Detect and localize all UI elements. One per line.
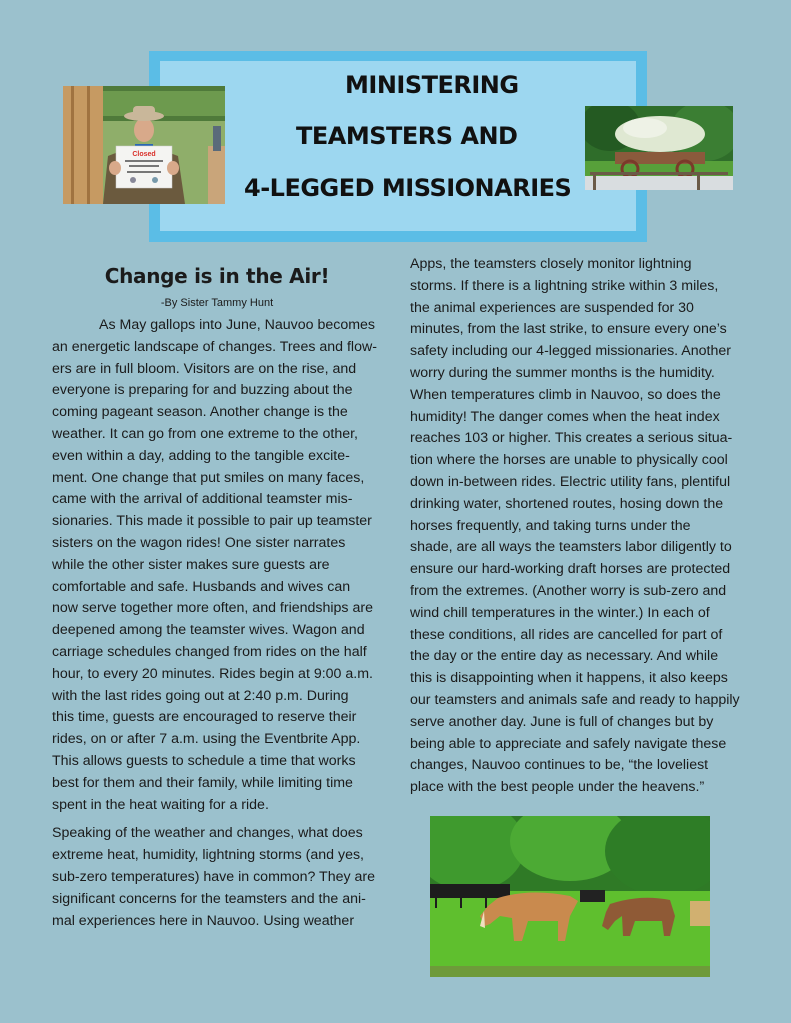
text-line: extreme heat, humidity, lightning storms (and yes, [52,847,364,864]
text-line: these conditions, all rides are cancelled for part of [410,626,723,643]
text-line: sisters on the wagon rides! One sister narrates [52,534,346,551]
text-line: our teamsters and animals safe and ready to happily [410,691,740,708]
text-line: significant concerns for the teamsters and the ani- [52,890,366,907]
text-line: weather. It can go from one extreme to the other, [52,425,358,442]
article-paragraph-1 [52,315,382,816]
text-line: ensure our hard-working draft horses are protected [410,561,731,578]
text-line: tion where the horses are unable to physically cool [410,452,728,469]
text-line: safety including our 4-legged missionaries. Another [410,343,731,360]
article-title: Change is in the Air! [104,264,330,288]
text-line: Speaking of the weather and changes, what does [52,825,363,842]
text-line: while the other sister makes sure guests are [52,556,330,573]
text-line: changes, Nauvoo continues to be, “the loveliest [410,757,709,774]
text-line: the animal experiences are suspended for 30 [410,299,694,316]
text-line: ment. One change that put smiles on many faces, [52,469,365,486]
banner-title-line-2: TEAMSTERS AND [296,122,518,150]
wagon-photo [585,106,733,190]
text-line: place with the best people under the heavens.” [410,779,705,796]
text-line: reaches 103 or higher. This creates a serious situa- [410,430,733,447]
text-line: comfortable and safe. Husbands and wives can [52,578,351,595]
text-line: best for them and their family, while limiting time [52,774,353,791]
article-paragraph-2 [52,823,382,932]
banner-title-line-1: MINISTERING [345,71,519,99]
text-line: wind chill temperatures in the winter.) In each of [410,604,710,621]
sign-closed-text: Closed [132,151,156,158]
text-line: came with the arrival of additional teamster mis- [52,491,353,508]
text-line: even within a day, adding to the tangible excite- [52,447,350,464]
article-byline: -By Sister Tammy Hunt [160,297,274,309]
article-right-column [410,254,745,799]
text-line: minutes, from the last strike, to ensure every one’s [410,321,727,338]
wagon-photo-illustration [585,106,733,190]
article-left-column [52,262,382,932]
text-line: being able to appreciate and safely navigate these [410,735,727,752]
text-line: rides, on or after 7 a.m. using the Eventbrite App. [52,731,361,748]
banner-title-line-3: 4-LEGGED MISSIONARIES [244,174,572,202]
text-line: an energetic landscape of changes. Trees and flow- [52,338,377,355]
text-line: sionaries. This made it possible to pair up teamster [52,513,372,530]
text-line: This allows guests to schedule a time that works [52,752,356,769]
text-line: humidity! The danger comes when the heat index [410,408,720,425]
text-line: now serve together more often, and friendships are [52,600,373,617]
text-line: everyone is preparing for and buzzing about the [52,382,353,399]
article-paragraph-2-continued [410,254,745,799]
text-line: hour, to every 20 minutes. Rides begin at 9:00 a.m. [52,665,373,682]
text-line: deepened among the teamster wives. Wagon and [52,622,365,639]
text-line: horses frequently, and taking turns under the [410,517,691,534]
text-line: storms. If there is a lightning strike within 3 miles, [410,277,719,294]
text-line: from the extremes. (Another worry is sub-zero and [410,582,727,599]
text-line: drinking water, shortened routes, hosing down the [410,495,724,512]
horses-photo [430,816,710,977]
text-line: with the last rides going out at 2:40 p.m. During [52,687,349,704]
text-line: this is disappointing when it happens, it also keeps [410,670,728,687]
text-line: sub-zero temperatures) have in common? They are [52,868,376,885]
text-line: As May gallops into June, Nauvoo becomes [99,317,376,333]
banner-title [160,61,636,231]
text-line: mal experiences here in Nauvoo. Using weather [52,912,355,929]
text-line: this time, guests are encouraged to reserve their [52,709,357,726]
text-line: down in-between rides. Electric utility fans, plentiful [410,473,731,490]
teamster-photo-illustration [63,86,225,204]
text-line: Apps, the teamsters closely monitor lightning [410,256,692,272]
text-line: When temperatures climb in Nauvoo, so does the [410,386,721,403]
text-line: serve another day. June is full of changes but by [410,713,714,730]
text-line: shade, are all ways the teamsters labor diligently to [410,539,732,556]
text-line: the day or the entire day as necessary. And while [410,648,719,665]
text-line: carriage schedules changed from rides on the half [52,643,367,660]
text-line: coming pageant season. Another change is the [52,404,348,421]
text-line: worry during the summer months is the humidity. [410,364,715,381]
text-line: spent in the heat waiting for a ride. [52,796,269,813]
text-line: ers are in full bloom. Visitors are on the rise, and [52,360,357,377]
teamster-photo [63,86,225,204]
horses-photo-illustration [430,816,710,977]
